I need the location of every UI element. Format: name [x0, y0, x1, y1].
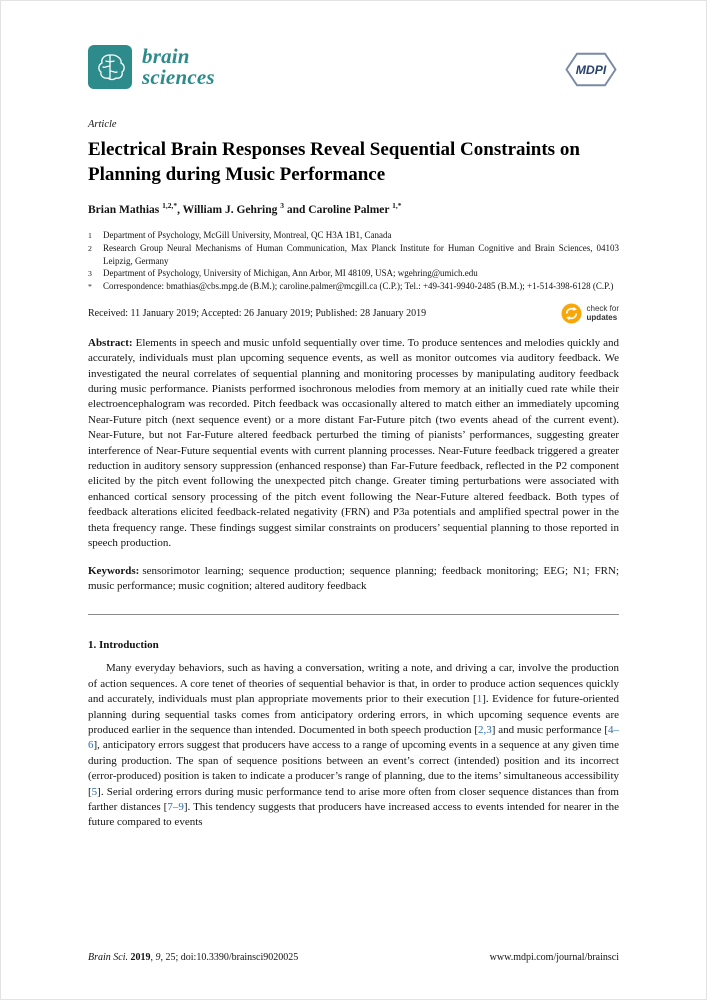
footer-separator: , — [150, 952, 156, 963]
brain-icon — [88, 45, 132, 89]
citation-link[interactable]: 7–9 — [167, 800, 184, 813]
author-name: , William J. Gehring — [177, 203, 281, 216]
badge-text-line2: updates — [586, 313, 618, 323]
footer-doi: , 25; doi:10.3390/brainsci9020025 — [160, 952, 299, 963]
article-title: Electrical Brain Responses Reveal Sequential Constraints on Planning during Music Performance — [88, 139, 580, 186]
footer-year: 2019 — [130, 952, 151, 963]
paragraph-text: ], anticipatory errors suggest that producers have access to a range of upcoming events in a sequence at any given time during production. The span of sequence positions between an event’s correct (intended) position and its incorrect (error-produced) position is taken to indicate a producer’s range of planning, due to the items’ simultaneous accessibility [ — [88, 739, 619, 798]
section-divider — [88, 614, 619, 615]
crossmark-icon — [561, 303, 582, 324]
badge-text — [587, 304, 619, 323]
page-footer — [88, 952, 619, 963]
paragraph-text: Many everyday behaviors, such as having a conversation, writing a note, and driving a car, involve the production of action sequences. A core tenet of theories of sequential behavior is that, in order to produce action sequences quickly and accurately, individuals must plan appropriate movements prior to their execution [ — [88, 662, 619, 706]
author-affiliation-marker: 1,* — [392, 201, 402, 211]
affiliation-text: Department of Psychology, University of Michigan, Ann Arbor, MI 48109, USA; wgehring@umich.edu — [103, 268, 478, 279]
correspondence-text: Correspondence: bmathias@cbs.mpg.de (B.M.); caroline.palmer@mcgill.ca (C.P.); Tel.: +49-341-9940-2485 (B.M.); +1-514-398-6128 (C.P.) — [103, 281, 614, 292]
affiliation-item — [88, 280, 619, 293]
abstract-text: Elements in speech and music unfold sequentially over time. To produce sentences and melodies quickly and accurately, individuals must plan upcoming sequence events, as well as monitor outcomes via auditory feedback. We investigated the neural correlates of sequential planning and monitoring processes by manipulating auditory feedback during music performance. Pianists performed isochronous melodies from memory at an initially cued rate while their electroencephalogram was recorded. Pitch feedback was occasionally altered to match either an immediately upcoming Near-Future pitch (next sequence event) or a more distant Far-Future pitch (two events ahead of the current event). Near-Future, but not Far-Future altered feedback perturbed the timing of pianists’ performances, suggesting greater interference of Near-Future sequential events with current planning processes. Near-Future feedback triggered a greater reduction in auditory sensory suppression (enhanced response) than Far-Future feedback, reflected in the P2 component elicited by the pitch event following the unexpected pitch change. Greater timing perturbations were associated with enhanced cortical sensory processing of the pitch event following the Near-Future altered feedback. Both types of feedback alterations elicited feedback-related negativity (FRN) and P3a potentials and amplified spectral power in the theta frequency range. These findings suggest similar constraints on producers’ sequential planning to those reported in speech production. — [88, 336, 619, 550]
paragraph-text: ]. Serial ordering errors during music performance tend to arise more often from closer sequence distances than from farther distances [ — [88, 785, 619, 813]
keywords — [88, 564, 619, 595]
journal-header — [88, 45, 619, 93]
introduction-paragraph — [88, 661, 619, 830]
abstract-label: Abstract: — [88, 336, 133, 349]
journal-name-line2: sciences — [142, 65, 215, 89]
affiliation-marker: 1 — [88, 230, 92, 240]
footer-journal-abbrev: Brain Sci. — [88, 952, 131, 963]
footer-volume: 9 — [155, 952, 161, 963]
affiliation-marker: 2 — [88, 243, 92, 253]
citation-info — [88, 952, 298, 963]
mdpi-logo-text: MDPI — [575, 62, 607, 77]
author-line — [88, 201, 619, 216]
affiliation-item — [88, 229, 619, 242]
affiliation-text: Research Group Neural Mechanisms of Human Communication, Max Planck Institute for Human Cognitive and Brain Sciences, 04103 Leipzig, Germany — [103, 242, 619, 266]
mdpi-logo — [563, 51, 619, 93]
author-name: Brian Mathias — [88, 203, 163, 216]
author-name: and Caroline Palmer — [283, 203, 393, 216]
affiliation-marker: 3 — [88, 269, 92, 279]
abstract — [88, 336, 619, 552]
affiliation-item — [88, 267, 619, 280]
keywords-label: Keywords: — [88, 564, 140, 577]
author-affiliation-marker: 3 — [280, 201, 284, 211]
paragraph-text: ] and music performance [ — [491, 723, 608, 736]
journal-name — [142, 46, 215, 88]
correspondence-marker: * — [88, 282, 92, 292]
citation-link[interactable]: 5 — [91, 785, 98, 798]
history-row — [88, 303, 619, 324]
paragraph-text: ]. Evidence for future-oriented planning during sequential tasks comes from anticipatory ordering errors, in which upcoming sequence events are produced earlier in the sequence than intended. Documented in both speech production [ — [88, 693, 619, 736]
badge-text-line1: check for — [586, 303, 619, 313]
journal-url[interactable]: www.mdpi.com/journal/brainsci — [489, 952, 619, 963]
author-affiliation-marker: 1,2,* — [162, 201, 178, 211]
citation-link[interactable]: 1 — [476, 693, 483, 706]
affiliation-item — [88, 242, 619, 268]
keywords-text: sensorimotor learning; sequence production; sequence planning; feedback monitoring; EEG; N1; FRN; music performance; music cognition; altered auditory feedback — [88, 564, 619, 592]
affiliation-text: Department of Psychology, McGill University, Montreal, QC H3A 1B1, Canada — [103, 229, 392, 240]
section-heading-introduction: 1. Introduction — [88, 639, 159, 652]
check-for-updates-badge[interactable] — [561, 303, 619, 324]
citation-link[interactable]: 2,3 — [478, 723, 492, 736]
journal-logo — [88, 45, 215, 89]
affiliations-list — [88, 229, 619, 293]
article-type-label: Article — [88, 119, 117, 130]
citation-link[interactable]: 4–6 — [88, 723, 619, 752]
article-history: Received: 11 January 2019; Accepted: 26 January 2019; Published: 28 January 2019 — [88, 307, 427, 319]
paragraph-text: ]. This tendency suggests that producers have increased access to events intended for nearer in the future compared to events — [88, 800, 619, 829]
journal-name-line1: brain — [142, 44, 190, 68]
